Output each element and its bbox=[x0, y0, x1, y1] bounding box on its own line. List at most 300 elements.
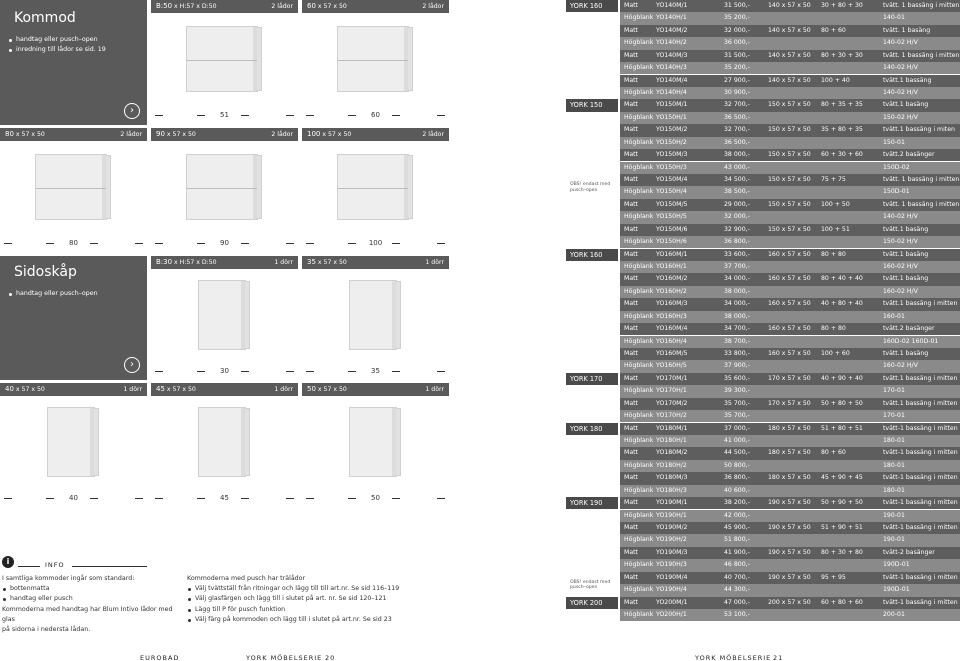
price-cell: 38 000,- bbox=[724, 151, 750, 159]
drawer-widths-cell: 95 + 95 bbox=[821, 573, 846, 581]
article-number-cell: YO200H/1 bbox=[656, 611, 687, 619]
footer-series-right: YORK MÖBELSERIE bbox=[695, 654, 772, 661]
finish-cell: Högblank bbox=[624, 437, 654, 445]
table-row bbox=[620, 336, 960, 348]
price-cell: 39 300,- bbox=[724, 387, 750, 395]
info-left-bullet: handtag eller pusch bbox=[2, 594, 182, 604]
series-label: YORK 170 bbox=[566, 373, 618, 385]
spec-dimension-main: 40 bbox=[5, 385, 14, 393]
article-number-cell: YO190M/4 bbox=[656, 573, 688, 581]
drawer-widths-cell: 51 + 90 + 51 bbox=[821, 524, 863, 532]
series-label: YORK 160 bbox=[566, 0, 618, 12]
spec-dimension-main: B:50 bbox=[156, 2, 173, 10]
series-label: YORK 200 bbox=[566, 597, 618, 609]
finish-cell: Högblank bbox=[624, 312, 654, 320]
price-cell: 32 700,- bbox=[724, 101, 750, 109]
basin-cell: 150D-02 bbox=[883, 163, 910, 171]
table-row bbox=[620, 62, 960, 74]
info-left-extra: på sidorna i nedersta lådan. bbox=[2, 626, 91, 634]
kommod-bullets bbox=[8, 35, 143, 55]
table-row bbox=[620, 137, 960, 149]
basin-cell: 180-01 bbox=[883, 437, 905, 445]
finish-cell: Matt bbox=[624, 499, 638, 507]
spec-count: 2 lådor bbox=[422, 3, 444, 10]
width-dimension bbox=[151, 365, 298, 377]
finish-cell: Högblank bbox=[624, 412, 654, 420]
dimension-line bbox=[392, 243, 400, 244]
spec-count: 2 lådor bbox=[271, 131, 293, 138]
finish-cell: Högblank bbox=[624, 113, 654, 121]
dimensions-cell: 180 x 57 x 50 bbox=[768, 449, 811, 457]
table-row bbox=[620, 224, 960, 236]
spec-dimension-rest: x 57 x 50 bbox=[315, 259, 347, 266]
finish-cell: Matt bbox=[624, 2, 638, 9]
price-cell: 34 500,- bbox=[724, 176, 750, 184]
price-cell: 35 700,- bbox=[724, 412, 750, 420]
article-number-cell: YO180H/2 bbox=[656, 461, 687, 469]
basin-cell: tvätt-1 bassäng i mitten bbox=[883, 573, 958, 581]
spec-dimension-rest: x 57 x 50 bbox=[164, 131, 196, 138]
price-cell: 38 700,- bbox=[724, 337, 750, 345]
basin-cell: tvätt.1 bassäng i mitten bbox=[883, 399, 958, 407]
width-value: 45 bbox=[220, 494, 229, 502]
finish-cell: Högblank bbox=[624, 561, 654, 569]
drawer-widths-cell: 35 + 80 + 35 bbox=[821, 126, 863, 134]
dimension-line bbox=[437, 371, 445, 372]
price-cell: 36 000,- bbox=[724, 39, 750, 47]
info-left-bullet: bottenmatta bbox=[2, 584, 182, 594]
dimensions-cell: 150 x 57 x 50 bbox=[768, 225, 811, 233]
drawer-cabinet-image bbox=[186, 154, 258, 220]
finish-cell: Högblank bbox=[624, 461, 654, 469]
spec-dimension-main: 50 bbox=[307, 385, 316, 393]
dimensions-cell: 190 x 57 x 50 bbox=[768, 499, 811, 507]
basin-cell: tvätt.1 bassäng i mitten bbox=[883, 374, 958, 382]
table-row bbox=[620, 298, 960, 310]
kommod-header-panel bbox=[0, 0, 147, 125]
cabinet-side bbox=[245, 281, 250, 349]
drawer-cabinet-image bbox=[337, 26, 409, 92]
price-cell: 37 700,- bbox=[724, 263, 750, 271]
article-number-cell: YO150H/6 bbox=[656, 238, 687, 246]
article-number-cell: YO150H/2 bbox=[656, 138, 687, 146]
next-arrow-icon[interactable]: › bbox=[124, 357, 140, 373]
price-cell: 34 700,- bbox=[724, 325, 750, 333]
width-dimension bbox=[0, 492, 147, 504]
basin-cell: 160D-02 160D-01 bbox=[883, 337, 939, 345]
series-label: YORK 150 bbox=[566, 99, 618, 111]
table-row bbox=[620, 348, 960, 360]
info-rule bbox=[72, 566, 147, 567]
table-row bbox=[620, 410, 960, 422]
price-cell: 41 900,- bbox=[724, 548, 750, 556]
basin-cell: 190D-01 bbox=[883, 586, 910, 594]
table-row bbox=[620, 186, 960, 198]
finish-cell: Högblank bbox=[624, 14, 654, 22]
table-row bbox=[620, 559, 960, 571]
table-row bbox=[620, 124, 960, 136]
cabinet-side bbox=[245, 408, 250, 476]
drawer-gap bbox=[187, 188, 257, 189]
spec-count: 2 lådor bbox=[120, 131, 142, 138]
basin-cell: 190-01 bbox=[883, 536, 905, 544]
price-cell: 32 000,- bbox=[724, 26, 750, 34]
width-value: 80 bbox=[69, 239, 78, 247]
basin-cell: tvätt.2 basänger bbox=[883, 325, 935, 333]
dimensions-cell: 180 x 57 x 50 bbox=[768, 474, 811, 482]
finish-cell: Matt bbox=[624, 573, 638, 581]
finish-cell: Högblank bbox=[624, 263, 654, 271]
table-row bbox=[620, 174, 960, 186]
finish-cell: Högblank bbox=[624, 238, 654, 246]
drawer-widths-cell: 80 + 80 bbox=[821, 250, 846, 258]
finish-cell: Matt bbox=[624, 474, 638, 482]
price-cell: 43 000,- bbox=[724, 163, 750, 171]
basin-cell: tvätt.1 bassäng i mitten bbox=[883, 300, 958, 308]
basin-cell: 150-01 bbox=[883, 138, 905, 146]
basin-cell: 140-01 bbox=[883, 14, 905, 22]
basin-cell: 150-02 H/V bbox=[883, 113, 918, 121]
article-number-cell: YO160M/4 bbox=[656, 325, 688, 333]
article-number-cell: YO150H/3 bbox=[656, 163, 687, 171]
finish-cell: Högblank bbox=[624, 586, 654, 594]
table-row bbox=[620, 162, 960, 174]
price-cell: 42 000,- bbox=[724, 511, 750, 519]
article-number-cell: YO150H/1 bbox=[656, 113, 687, 121]
spec-dimension-rest: x 57 x 50 bbox=[13, 131, 45, 138]
dimensions-cell: 160 x 57 x 50 bbox=[768, 275, 811, 283]
width-value: 40 bbox=[69, 494, 78, 502]
article-number-cell: YO160M/3 bbox=[656, 300, 688, 308]
article-number-cell: YO190M/3 bbox=[656, 548, 688, 556]
dimension-line bbox=[437, 498, 445, 499]
article-number-cell: YO140M/2 bbox=[656, 26, 688, 34]
finish-cell: Matt bbox=[624, 524, 638, 532]
basin-cell: 160-02 H/V bbox=[883, 263, 918, 271]
dimensions-cell: 140 x 57 x 50 bbox=[768, 76, 811, 84]
cabinet-side bbox=[396, 408, 401, 476]
table-row bbox=[620, 211, 960, 223]
kommod-bullet: inredning till lådor se sid. 19 bbox=[8, 45, 143, 55]
width-dimension bbox=[302, 109, 449, 121]
table-row bbox=[620, 311, 960, 323]
basin-cell: tvätt. 1 bassäng i mitten bbox=[883, 200, 960, 208]
basin-cell: 150-02 H/V bbox=[883, 238, 918, 246]
kommod-title: Kommod bbox=[14, 10, 76, 26]
finish-cell: Matt bbox=[624, 275, 638, 283]
spec-count: 1 dörr bbox=[123, 386, 142, 393]
cabinet-side bbox=[106, 155, 111, 219]
width-value: 100 bbox=[368, 239, 383, 247]
kommod-bullet: handtag eller pusch–open bbox=[8, 35, 143, 45]
article-number-cell: YO190H/1 bbox=[656, 511, 687, 519]
spec-dimension-main: 100 bbox=[307, 130, 321, 138]
basin-cell: tvätt.1 basäng bbox=[883, 275, 929, 283]
article-number-cell: YO150M/2 bbox=[656, 126, 688, 134]
spec-count: 2 lådor bbox=[271, 3, 293, 10]
basin-cell: tvätt. 1 bassäng i mitten bbox=[883, 51, 960, 59]
basin-cell: tvätt.1 bassäng i miten bbox=[883, 126, 955, 134]
width-value: 35 bbox=[371, 367, 380, 375]
table-row bbox=[620, 87, 960, 99]
table-row bbox=[620, 286, 960, 298]
dimension-line bbox=[437, 243, 445, 244]
side-cabinet-image bbox=[47, 407, 95, 477]
article-number-cell: YO140H/1 bbox=[656, 14, 687, 22]
price-cell: 36 800,- bbox=[724, 474, 750, 482]
table-row bbox=[620, 547, 960, 559]
drawer-widths-cell: 50 + 80 + 50 bbox=[821, 399, 863, 407]
table-row bbox=[620, 510, 960, 522]
price-cell: 38 200,- bbox=[724, 499, 750, 507]
drawer-gap bbox=[187, 60, 257, 61]
drawer-cabinet-image bbox=[35, 154, 107, 220]
finish-cell: Matt bbox=[624, 350, 638, 358]
basin-cell: 190D-01 bbox=[883, 561, 910, 569]
cabinet-side bbox=[408, 155, 413, 219]
drawer-widths-cell: 40 + 90 + 40 bbox=[821, 374, 863, 382]
article-number-cell: YO160H/5 bbox=[656, 362, 687, 370]
table-row bbox=[620, 472, 960, 484]
basin-cell: 200-01 bbox=[883, 611, 905, 619]
price-cell: 32 700,- bbox=[724, 126, 750, 134]
side-cabinet-image bbox=[349, 280, 397, 350]
table-row bbox=[620, 460, 960, 472]
table-row bbox=[620, 25, 960, 37]
basin-cell: tvätt. 1 bassäng i mitten bbox=[883, 2, 960, 9]
table-row bbox=[620, 360, 960, 372]
finish-cell: Matt bbox=[624, 250, 638, 258]
info-right-bullet: Välj tvättställ från ritningar och lägg till till art.nr. Se sid 116–119 bbox=[187, 584, 452, 594]
basin-cell: tvätt-1 bassäng i mitten bbox=[883, 474, 958, 482]
spec-dimension-rest: x 57 x 50 bbox=[13, 386, 45, 393]
spec-count: 1 dörr bbox=[425, 386, 444, 393]
price-cell: 46 800,- bbox=[724, 561, 750, 569]
basin-cell: tvätt-1 bassäng i mitten bbox=[883, 449, 958, 457]
spec-dimension-rest: x 57 x 50 bbox=[315, 386, 347, 393]
cabinet-side bbox=[408, 27, 413, 91]
price-cell: 31 500,- bbox=[724, 2, 750, 9]
drawer-widths-cell: 80 + 40 + 40 bbox=[821, 275, 863, 283]
article-number-cell: YO170H/1 bbox=[656, 387, 687, 395]
price-table bbox=[566, 0, 960, 621]
kommod-spec-header bbox=[302, 128, 449, 141]
dimension-line bbox=[241, 498, 249, 499]
spec-dimension-main: 60 bbox=[307, 2, 316, 10]
finish-cell: Matt bbox=[624, 424, 638, 432]
finish-cell: Högblank bbox=[624, 64, 654, 72]
finish-cell: Högblank bbox=[624, 337, 654, 345]
drawer-widths-cell: 75 + 75 bbox=[821, 176, 846, 184]
drawer-gap bbox=[338, 188, 408, 189]
table-row bbox=[620, 75, 960, 87]
sidoskap-spec-header bbox=[151, 383, 298, 396]
info-left-column bbox=[2, 574, 182, 635]
basin-cell: tvätt.1 basäng bbox=[883, 250, 929, 258]
article-number-cell: YO190H/2 bbox=[656, 536, 687, 544]
basin-cell: 140-02 H/V bbox=[883, 213, 918, 221]
table-row bbox=[620, 423, 960, 435]
width-value: 51 bbox=[220, 111, 229, 119]
basin-cell: 170-01 bbox=[883, 412, 905, 420]
price-cell: 35 200,- bbox=[724, 14, 750, 22]
basin-cell: 140-02 H/V bbox=[883, 64, 918, 72]
kommod-spec-header bbox=[151, 0, 298, 13]
spec-dimension-rest: x 57 x 50 bbox=[315, 3, 347, 10]
info-right-bullet: Lägg till P för pusch funktion bbox=[187, 605, 452, 615]
price-cell: 36 500,- bbox=[724, 113, 750, 121]
finish-cell: Högblank bbox=[624, 39, 654, 47]
finish-cell: Högblank bbox=[624, 611, 654, 619]
article-number-cell: YO140M/4 bbox=[656, 76, 688, 84]
kommod-spec-header bbox=[0, 128, 147, 141]
spec-dimension-rest: x H:57 x D:50 bbox=[172, 3, 217, 10]
table-row bbox=[620, 447, 960, 459]
cabinet-side bbox=[257, 155, 262, 219]
next-arrow-icon[interactable]: › bbox=[124, 103, 140, 119]
article-number-cell: YO160M/1 bbox=[656, 250, 688, 258]
width-dimension bbox=[151, 237, 298, 249]
basin-cell: 190-01 bbox=[883, 511, 905, 519]
footer-page-left: 20 bbox=[325, 654, 336, 661]
basin-cell: tvätt-1 bassäng i mitten bbox=[883, 524, 958, 532]
spec-dimension-main: B:30 bbox=[156, 258, 173, 266]
article-number-cell: YO180M/3 bbox=[656, 474, 688, 482]
info-left-intro: I samtliga kommoder ingår som standard: bbox=[2, 575, 135, 582]
basin-cell: tvätt.1 basäng bbox=[883, 225, 929, 233]
table-row bbox=[620, 497, 960, 509]
dimensions-cell: 140 x 57 x 50 bbox=[768, 2, 811, 9]
table-row bbox=[620, 572, 960, 584]
table-row bbox=[620, 99, 960, 111]
drawer-widths-cell: 80 + 60 bbox=[821, 449, 846, 457]
article-number-cell: YO140H/4 bbox=[656, 89, 687, 96]
info-right-bullet: Välj glasfärgen och lägg till i slutet på art. nr. Se sid 120–121 bbox=[187, 594, 452, 604]
drawer-widths-cell: 80 + 80 bbox=[821, 325, 846, 333]
price-cell: 35 600,- bbox=[724, 374, 750, 382]
price-cell: 30 900,- bbox=[724, 89, 750, 96]
table-row bbox=[620, 373, 960, 385]
price-cell: 53 100,- bbox=[724, 611, 750, 619]
dimensions-cell: 150 x 57 x 50 bbox=[768, 200, 811, 208]
dimensions-cell: 200 x 57 x 50 bbox=[768, 598, 811, 606]
finish-cell: Matt bbox=[624, 26, 638, 34]
article-number-cell: YO140M/1 bbox=[656, 2, 688, 9]
spec-dimension-main: 90 bbox=[156, 130, 165, 138]
dimension-line bbox=[90, 243, 98, 244]
article-number-cell: YO170H/2 bbox=[656, 412, 687, 420]
spec-count: 1 dörr bbox=[274, 259, 293, 266]
info-left-extra: Kommoderna med handtag har Blum Intivo lådor med glas bbox=[2, 605, 173, 623]
table-row bbox=[620, 609, 960, 621]
finish-cell: Högblank bbox=[624, 287, 654, 295]
article-number-cell: YO160H/3 bbox=[656, 312, 687, 320]
table-row bbox=[620, 199, 960, 211]
width-value: 50 bbox=[371, 494, 380, 502]
dimension-line bbox=[135, 498, 143, 499]
price-cell: 38 500,- bbox=[724, 188, 750, 196]
basin-cell: 180-01 bbox=[883, 461, 905, 469]
dimensions-cell: 160 x 57 x 50 bbox=[768, 350, 811, 358]
spec-count: 2 lådor bbox=[422, 131, 444, 138]
table-row bbox=[620, 12, 960, 24]
article-number-cell: YO200M/1 bbox=[656, 598, 688, 606]
pusch-note: OBS! endast med pusch–open bbox=[570, 182, 611, 193]
table-row bbox=[620, 584, 960, 596]
table-row bbox=[620, 112, 960, 124]
table-row bbox=[620, 485, 960, 497]
table-row bbox=[620, 522, 960, 534]
drawer-cabinet-image bbox=[337, 154, 409, 220]
finish-cell: Matt bbox=[624, 76, 638, 84]
basin-cell: 160-01 bbox=[883, 312, 905, 320]
dimensions-cell: 160 x 57 x 50 bbox=[768, 300, 811, 308]
dimensions-cell: 160 x 57 x 50 bbox=[768, 325, 811, 333]
width-dimension bbox=[302, 365, 449, 377]
price-cell: 34 000,- bbox=[724, 300, 750, 308]
price-cell: 45 900,- bbox=[724, 524, 750, 532]
article-number-cell: YO150H/5 bbox=[656, 213, 687, 221]
article-number-cell: YO180H/3 bbox=[656, 486, 687, 494]
sidoskap-spec-header bbox=[302, 383, 449, 396]
price-cell: 36 500,- bbox=[724, 138, 750, 146]
finish-cell: Matt bbox=[624, 126, 638, 134]
drawer-widths-cell: 40 + 80 + 40 bbox=[821, 300, 863, 308]
width-dimension bbox=[151, 109, 298, 121]
basin-cell: tvätt-1 bassäng i mitten bbox=[883, 424, 958, 432]
finish-cell: Matt bbox=[624, 176, 638, 184]
table-row bbox=[620, 534, 960, 546]
article-number-cell: YO160H/2 bbox=[656, 287, 687, 295]
drawer-widths-cell: 80 + 60 bbox=[821, 26, 846, 34]
dimensions-cell: 150 x 57 x 50 bbox=[768, 126, 811, 134]
basin-cell: tvätt. 1 basäng bbox=[883, 26, 931, 34]
price-cell: 36 800,- bbox=[724, 238, 750, 246]
table-row bbox=[620, 50, 960, 62]
dimension-line bbox=[241, 371, 249, 372]
kommod-spec-header bbox=[151, 128, 298, 141]
pusch-note: OBS! endast med pusch–open bbox=[570, 579, 611, 591]
article-number-cell: YO160H/4 bbox=[656, 337, 687, 345]
sidoskap-header-panel bbox=[0, 256, 147, 380]
finish-cell: Matt bbox=[624, 325, 638, 333]
price-cell: 38 000,- bbox=[724, 312, 750, 320]
dimensions-cell: 170 x 57 x 50 bbox=[768, 399, 811, 407]
article-number-cell: YO190H/3 bbox=[656, 561, 687, 569]
sidoskap-spec-header bbox=[0, 383, 147, 396]
finish-cell: Matt bbox=[624, 151, 638, 159]
basin-cell: tvätt.2 basänger bbox=[883, 151, 935, 159]
finish-cell: Högblank bbox=[624, 188, 654, 196]
price-cell: 27 900,- bbox=[724, 76, 750, 84]
price-cell: 40 700,- bbox=[724, 573, 750, 581]
info-right-bullet: Välj färg på kommoden och lägg till i slutet på art.nr. Se sid 23 bbox=[187, 615, 452, 625]
dimension-line bbox=[286, 243, 294, 244]
table-row bbox=[620, 236, 960, 248]
price-cell: 35 700,- bbox=[724, 399, 750, 407]
price-cell: 40 600,- bbox=[724, 486, 750, 494]
basin-cell: 160-02 H/V bbox=[883, 362, 918, 370]
article-number-cell: YO140H/2 bbox=[656, 39, 687, 47]
side-cabinet-image bbox=[198, 407, 246, 477]
dimension-line bbox=[392, 115, 400, 116]
price-cell: 44 500,- bbox=[724, 449, 750, 457]
dimension-line bbox=[437, 115, 445, 116]
dimension-line bbox=[286, 115, 294, 116]
price-cell: 47 000,- bbox=[724, 598, 750, 606]
price-cell: 33 600,- bbox=[724, 250, 750, 258]
article-number-cell: YO190M/2 bbox=[656, 524, 688, 532]
